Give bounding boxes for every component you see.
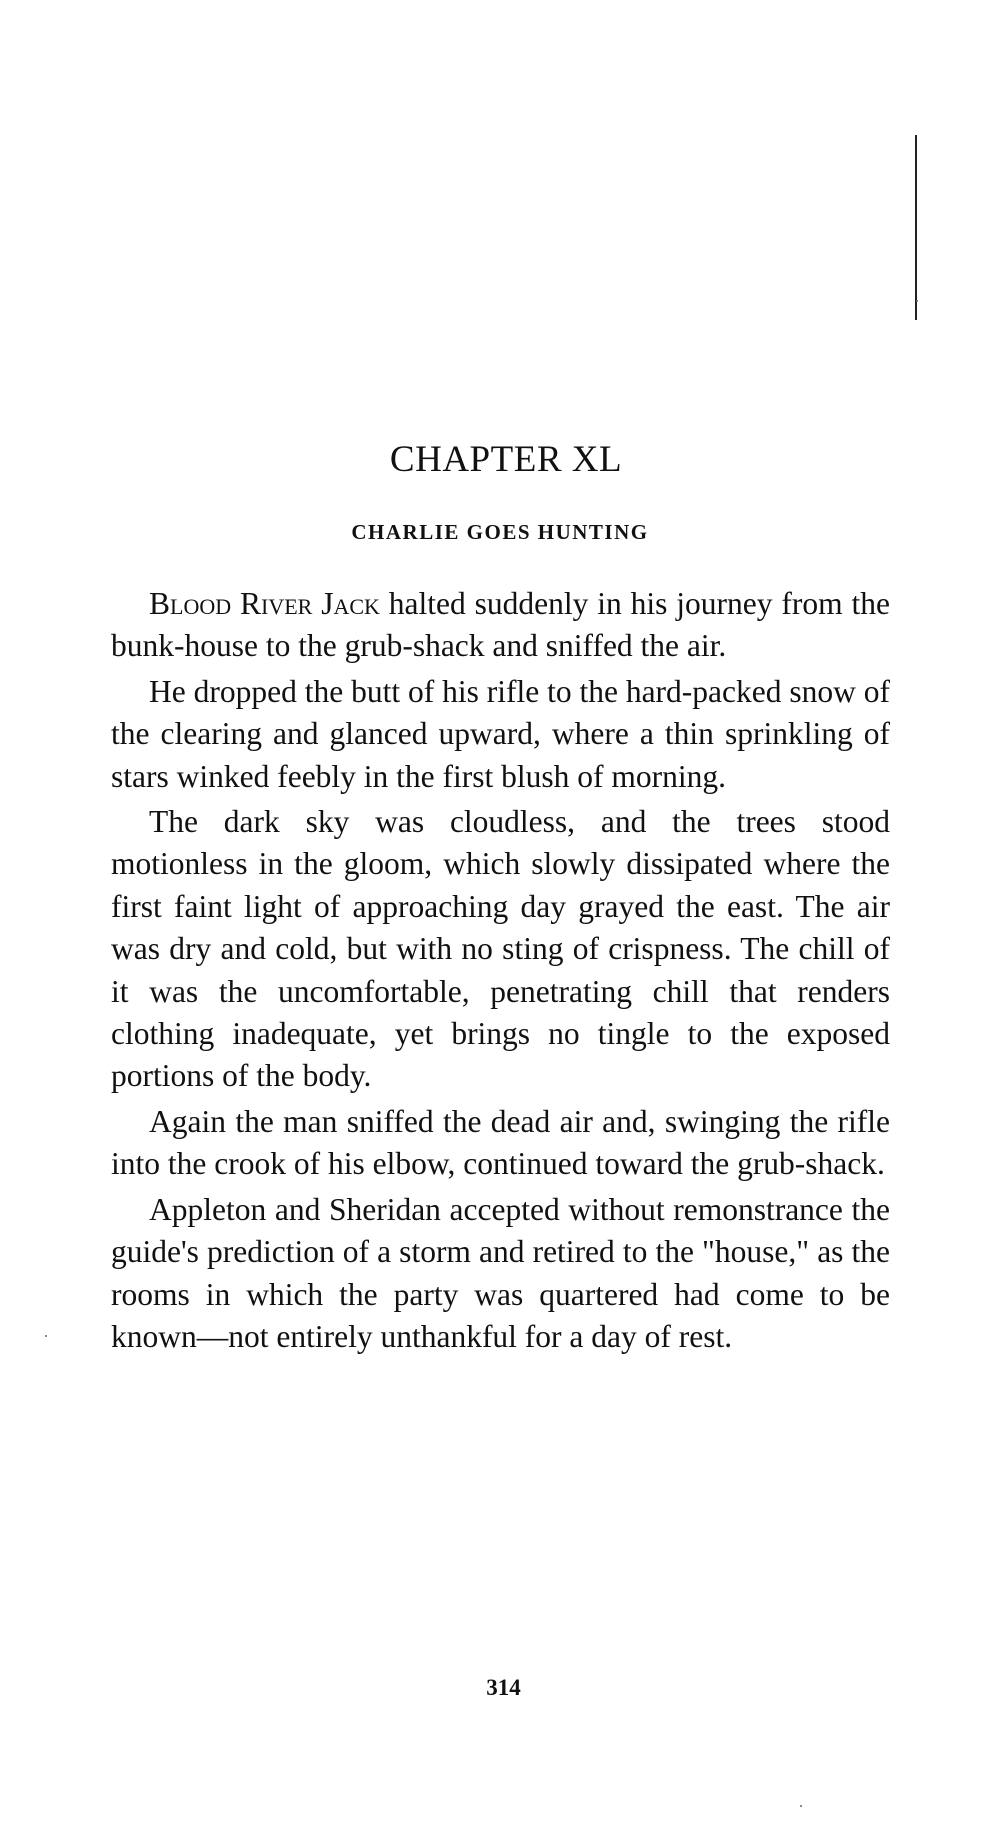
page-number: 314 (486, 1675, 521, 1700)
paragraph-lead-small-caps: Blood River Jack (149, 586, 380, 621)
paragraph-1 (111, 583, 890, 668)
chapter-body (111, 583, 890, 1358)
paragraph-4: Again the man sniffed the dead air and, swinging the rifle into the crook of his elbow, continued toward the grub-shack. (111, 1103, 890, 1182)
paragraph-2: He dropped the butt of his rifle to the hard-packed snow of the clearing and glanced upward, where a thin sprinkling of stars winked feebly in the first blush of morning. (111, 673, 890, 794)
paragraph-3: The dark sky was cloudless, and the trees stood motionless in the gloom, which slowly dissipated where the first faint light of approaching day grayed the east. The air was dry and cold, but with no sting of crispness. The chill of it was the uncomfortable, penetrating chill that renders clothing inadequate, yet brings no tingle to the exposed portions of the body. (111, 804, 890, 1094)
print-speck (800, 1805, 802, 1807)
print-speck (916, 300, 918, 302)
paragraph-1-text: halted suddenly in his journey from the bunk-house to the grub-shack and sniffed the air. (111, 586, 891, 664)
chapter-subtitle: CHARLIE GOES HUNTING (351, 520, 649, 544)
page-edge-mark (915, 135, 917, 320)
print-speck (45, 1335, 47, 1337)
chapter-title: CHAPTER XL (389, 439, 623, 480)
paragraph-5: Appleton and Sheridan accepted without remonstrance the guide's prediction of a storm and retired to the "house," as the rooms in which the party was quartered had come to be known—not entirely unthankful for a day of rest. (111, 1191, 890, 1354)
